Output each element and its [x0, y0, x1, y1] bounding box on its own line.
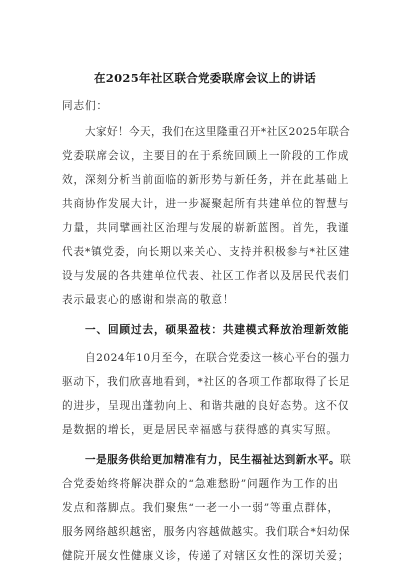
paragraph1-line: 效，深刻分析当前面临的新形势与新任务，并在此基础上 — [62, 174, 350, 186]
paragraph3-first-line — [85, 452, 351, 467]
section-heading: 一、回顾过去，硕果盈枝：共建模式释放治理新效能 — [85, 324, 350, 336]
paragraph1-line: 力量，共同擘画社区治理与发展的崭新蓝图。首先，我谨 — [62, 222, 350, 234]
paragraph2-line: 是数据的增长，更是居民幸福感与获得感的真实写照。 — [62, 424, 338, 436]
salutation: 同志们： — [62, 100, 108, 112]
paragraph1-line: 代表*镇党委，向长期以来关心、支持并积极参与*社区建 — [62, 246, 351, 258]
paragraph3-lead: 一是服务供给更加精准有力，民生福祉达到新水平。 — [85, 454, 341, 466]
paragraph3-line: 服务网络越织越密，服务内容越做越实。我们联合*妇幼保 — [62, 526, 351, 538]
paragraph3-line: 合党委始终将解决群众的“急难愁盼”问题作为工作的出 — [62, 478, 339, 490]
paragraph1-line: 表示最衷心的感谢和崇高的敬意！ — [62, 294, 235, 306]
document-title: 在2025年社区联合党委联席会议上的讲话 — [93, 71, 316, 85]
paragraph3-line: 健院开展女性健康义诊，传递了对辖区女性的深切关爱； — [62, 550, 350, 562]
paragraph1-line: 大家好！今天，我们在这里隆重召开*社区2025年联合 — [85, 126, 351, 138]
paragraph1-line: 党委联席会议，主要目的在于系统回顾上一阶段的工作成 — [62, 150, 350, 162]
paragraph1-line: 共商协作发展大计，进一步凝聚起所有共建单位的智慧与 — [62, 198, 350, 210]
paragraph3-lead-tail: 联 — [340, 454, 352, 466]
paragraph2-line: 自2024年10月至今，在联合党委这一核心平台的强力 — [85, 352, 351, 364]
paragraph2-line: 驱动下，我们欣喜地看到，*社区的各项工作都取得了长足 — [62, 376, 351, 388]
paragraph1-line: 设与发展的各共建单位代表、社区工作者以及居民代表们 — [62, 270, 350, 282]
paragraph3-line: 发点和落脚点。我们聚焦“一老一小一弱”等重点群体， — [62, 502, 339, 514]
paragraph2-line: 的进步，呈现出蓬勃向上、和谐共融的良好态势。这不仅 — [62, 400, 350, 412]
